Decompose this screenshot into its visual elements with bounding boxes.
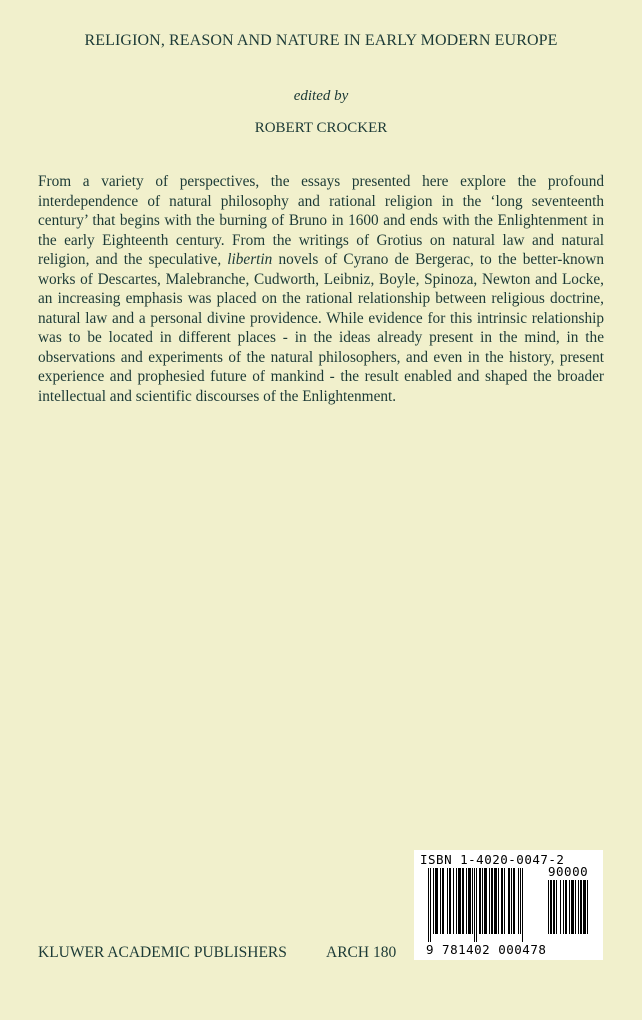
- ean-barcode-bars: [428, 868, 540, 942]
- description-part-2: novels of Cyrano de Bergerac, to the better-known works of Descartes, Malebranche, Cudworth, Leibniz, Boyle, Spinoza, Newton and Locke, an increasing emphasis was placed on the rational relationship between religious doctrine, natural law and a personal divine providence. While evidence for this intrinsic relationship was to be located in different places - in the ideas already present in the mind, in the observations and experiments of the natural philosophers, and even in the history, present experience and prophesied future of mankind - the result enabled and shaped the broader intellectual and scientific discourses of the Enlightenment.: [38, 251, 604, 405]
- addon-code: 90000: [548, 864, 589, 879]
- barcode-box: [414, 850, 603, 960]
- ean-number: 9 781402 000478: [426, 942, 547, 957]
- editor-name: ROBERT CROCKER: [254, 120, 388, 136]
- book-description: [38, 172, 604, 406]
- book-title: RELIGION, REASON AND NATURE IN EARLY MODERN EUROPE: [84, 32, 558, 49]
- addon-barcode-bars: [548, 880, 598, 942]
- series-number: ARCH 180: [326, 944, 397, 961]
- edited-by-label: edited by: [293, 88, 349, 104]
- publisher-name: KLUWER ACADEMIC PUBLISHERS: [38, 944, 287, 961]
- description-part-1: From a variety of perspectives, the essays presented here explore the profound interdependence of natural philosophy and rational religion in the ‘long seventeenth century’ that begins with the burning of Bruno in 1600 and ends with the Enlightenment in the early Eighteenth century. From the writings of Grotius on natural law and natural religion, and the speculative,: [38, 173, 604, 268]
- isbn-label: ISBN 1-4020-0047-2: [420, 852, 565, 867]
- description-italic-term: libertin: [227, 251, 273, 268]
